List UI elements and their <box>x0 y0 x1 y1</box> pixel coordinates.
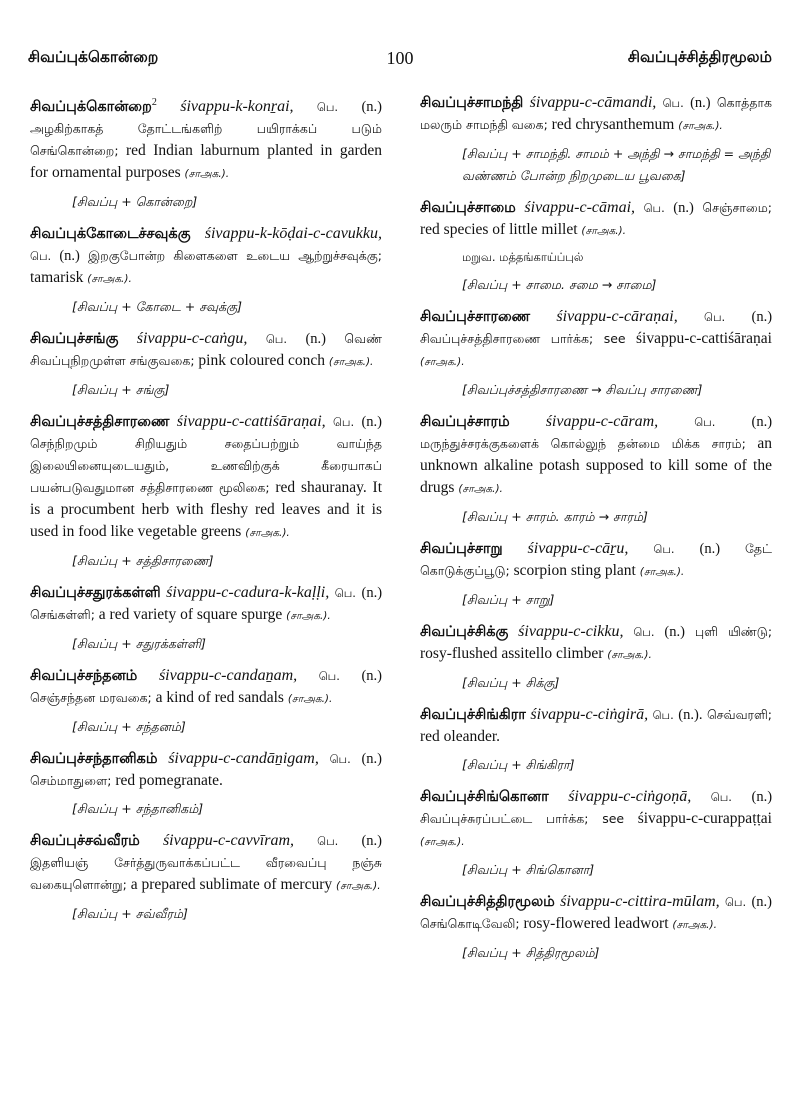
tamil-definition: செந்நிறமும் சிறியதும் சதைப்பற்றும் வாய்ந்த இலையினையுடையதும், உணவிற்குக் கீரையாகப் பயன்படுவதுமான சத்திசாரணை மூலிகை; <box>30 436 382 496</box>
part-of-speech-english: (n.) <box>305 331 326 348</box>
tamil-definition: சிவப்புச்சத்திசாரணை பார்க்க; see <box>420 331 626 346</box>
etymology: [சிவப்புச்சத்திசாரணை → சிவப்பு சாரணை] <box>462 382 703 397</box>
tamil-definition: இறகுபோன்ற கிளைகளை உடைய ஆற்றுச்சவுக்கு; <box>88 248 383 264</box>
dictionary-entry <box>420 891 772 964</box>
entry-body <box>30 411 382 544</box>
english-definition: red oleander. <box>420 728 501 745</box>
right-column <box>420 92 772 974</box>
transliteration: śivappu-c-cattiśāraṇai, <box>176 413 326 431</box>
dictionary-entry <box>420 538 772 611</box>
english-definition: pink coloured conch <box>198 352 325 370</box>
part-of-speech-english: (n.) <box>59 248 80 265</box>
part-of-speech: பெ. <box>329 752 351 767</box>
dictionary-entry <box>420 92 772 187</box>
etymology: [சிவப்பு + சாரம். காரம் → சாரம்] <box>462 509 648 524</box>
page-number: 100 <box>386 48 414 68</box>
part-of-speech-english: (n.) <box>699 541 721 557</box>
part-of-speech: பெ. <box>334 586 356 601</box>
etymology: [சிவப்பு + கொன்றை] <box>72 194 198 210</box>
entry-body <box>30 665 382 710</box>
tamil-definition: செஞ்சாமை; <box>702 200 773 215</box>
source-abbreviation: (சாஅக.). <box>420 836 465 848</box>
dictionary-entry <box>30 830 382 925</box>
tamil-definition: செங்கொடிவேலி; <box>420 916 520 931</box>
tamil-definition: செம்மாதுளை; <box>30 773 112 789</box>
etymology: [சிவப்பு + சிங்கொனா] <box>462 862 595 877</box>
dictionary-entry <box>30 328 382 401</box>
tamil-definition: புளி யிண்டு; <box>694 624 773 639</box>
headword: சிவப்புச்சாறு <box>420 541 503 557</box>
left-column <box>30 92 382 935</box>
english-definition: red chrysanthemum <box>551 116 675 133</box>
transliteration: śivappu-c-cāram, <box>545 413 659 430</box>
part-of-speech: பெ. <box>633 625 655 639</box>
entry-body <box>30 830 382 897</box>
english-definition: red shauranay. It is a procumbent herb with fleshy red leaves and it is used in food like vegetable greens <box>30 479 383 541</box>
english-definition: an unknown alkaline potash supposed to kill some of the drugs <box>420 435 773 496</box>
english-definition: śivappu-c-cattiśāraṇai <box>636 330 772 347</box>
transliteration: śivappu-k-konṟai, <box>180 98 294 116</box>
part-of-speech: பெ. <box>316 100 339 115</box>
entry-body <box>30 223 382 290</box>
transliteration: śivappu-k-kōḍai-c-cavukku, <box>204 225 382 243</box>
headword: சிவப்புக்கோடைச்சவுக்கு <box>30 226 191 243</box>
entry-body <box>420 621 772 666</box>
transliteration: śivappu-c-ciṅgoṇā, <box>568 788 692 805</box>
transliteration: śivappu-c-ciṅgirā, <box>530 706 649 723</box>
english-definition: scorpion sting plant <box>513 562 636 579</box>
etymology: [சிவப்பு + சத்திசாரணை] <box>72 553 214 569</box>
english-definition: rosy-flushed assitello climber <box>420 645 604 662</box>
transliteration: śivappu-c-cāraṇai, <box>556 308 678 325</box>
transliteration: śivappu-c-cadura-k-kaḷḷi, <box>166 584 330 602</box>
entry-body <box>420 538 772 583</box>
dictionary-entry <box>420 197 772 296</box>
headword: சிவப்புச்சிங்கொனா <box>420 789 549 805</box>
tamil-definition: செவ்வரளி; <box>706 707 773 722</box>
source-abbreviation: (சாஅக.). <box>87 273 132 286</box>
part-of-speech-english: (n.) <box>751 414 773 430</box>
transliteration: śivappu-c-cāmai, <box>524 199 636 216</box>
part-of-speech: பெ. <box>643 201 665 215</box>
part-of-speech: பெ. <box>710 790 732 804</box>
part-of-speech-english: (n.) <box>751 789 773 805</box>
english-definition: a kind of red sandals <box>155 689 284 707</box>
part-of-speech-english: (n.) <box>751 894 773 910</box>
part-of-speech: பெ. <box>265 332 288 347</box>
entry-body <box>30 328 382 373</box>
entry-body <box>30 92 382 185</box>
headword: சிவப்புச்சாரம் <box>420 414 510 430</box>
source-abbreviation: (சாஅக.). <box>184 168 230 181</box>
entry-body <box>420 411 772 500</box>
etymology: [சிவப்பு + சிக்கு] <box>462 675 560 690</box>
part-of-speech-english: (n.) <box>361 833 382 850</box>
headword: சிவப்புச்சத்திசாரணை <box>30 414 170 431</box>
entry-body <box>420 92 772 137</box>
transliteration: śivappu-c-cikku, <box>518 623 624 640</box>
part-of-speech-english: (n.) <box>664 624 685 640</box>
tamil-definition: அழகிற்காகத் தோட்டங்களிற் பயிராக்கப் படும் செங்கொன்றை; <box>30 121 382 159</box>
english-definition: rosy-flowered leadwort <box>523 915 669 932</box>
dictionary-entry <box>420 306 772 401</box>
english-definition: a red variety of square spurge <box>98 606 283 624</box>
headword: சிவப்புச்சித்திரமூலம் <box>420 894 555 910</box>
entry-body <box>420 786 772 853</box>
part-of-speech: பெ. <box>318 669 340 684</box>
entry-body <box>420 197 772 242</box>
headword: சிவப்புச்சவ்வீரம் <box>30 833 140 850</box>
part-of-speech: பெ. <box>30 249 52 264</box>
part-of-speech-english: (n.) <box>361 751 382 768</box>
tamil-definition: செஞ்சந்தன மரவகை; <box>30 690 152 706</box>
source-abbreviation: (சாஅக.). <box>287 693 333 706</box>
part-of-speech-english: (n.) <box>690 95 711 111</box>
part-of-speech: பெ. <box>653 542 675 556</box>
headword: சிவப்புச்சாமந்தி <box>420 95 524 111</box>
etymology: [சிவப்பு + சந்தனம்] <box>72 719 186 735</box>
part-of-speech: பெ. <box>704 310 726 324</box>
transliteration: śivappu-c-cāṟu, <box>527 540 629 557</box>
headword: சிவப்புச்சங்கு <box>30 331 119 348</box>
source-abbreviation: (சாஅக.). <box>245 527 290 540</box>
dictionary-entry <box>30 411 382 572</box>
dictionary-entry <box>420 411 772 528</box>
tamil-definition: வெண் சிவப்புநிறமுள்ள சங்குவகை; <box>30 331 383 369</box>
headword: சிவப்புச்சந்தனம் <box>30 668 138 685</box>
part-of-speech: பெ. <box>662 96 684 110</box>
source-abbreviation: (சாஅக.). <box>458 483 503 495</box>
source-abbreviation: (சாஅக.). <box>336 880 381 893</box>
source-abbreviation: (சாஅக.). <box>678 120 723 132</box>
dictionary-entry <box>420 621 772 694</box>
etymology: [சிவப்பு + சந்தானிகம்] <box>72 801 204 817</box>
part-of-speech: பெ. <box>724 895 747 909</box>
dictionary-entry <box>420 786 772 881</box>
part-of-speech-english: (n.) <box>361 668 382 685</box>
source-abbreviation: (சாஅக.). <box>286 610 331 623</box>
tamil-definition: கொத்தாக மலரும் சாமந்தி வகை; <box>420 95 772 132</box>
transliteration: śivappu-c-cavvīram, <box>162 832 294 850</box>
english-definition: red Indian laburnum planted in garden for ornamental purposes <box>30 142 382 182</box>
english-definition: a prepared sublimate of mercury <box>130 876 333 894</box>
dictionary-entry <box>420 704 772 776</box>
dictionary-entry <box>30 92 382 213</box>
dictionary-entry <box>30 665 382 738</box>
part-of-speech-english: (n.) <box>361 414 382 431</box>
source-abbreviation: (சாஅக.). <box>672 919 717 931</box>
dictionary-entry <box>30 223 382 318</box>
transliteration: śivappu-c-cāmandi, <box>529 94 657 111</box>
tamil-definition: தேட் கொடுக்குப்பூடு; <box>420 541 772 578</box>
page-header <box>28 48 772 78</box>
etymology: [சிவப்பு + சிங்கிரா] <box>462 757 575 772</box>
entry-body <box>420 306 772 373</box>
transliteration: śivappu-c-candāṉigam, <box>168 750 319 768</box>
english-definition: tamarisk <box>30 269 84 287</box>
etymology: [சிவப்பு + சாமை. சமை → சாமை] <box>462 277 657 292</box>
transliteration: śivappu-c-candaṉam, <box>158 667 298 685</box>
entry-body <box>30 748 382 792</box>
english-definition: red pomegranate. <box>115 772 223 790</box>
etymology: [சிவப்பு + சித்திரமூலம்] <box>462 945 600 960</box>
source-abbreviation: (சாஅக.). <box>581 225 626 237</box>
etymology: [சிவப்பு + கோடை + சவுக்கு] <box>72 299 243 315</box>
homograph-number: 2 <box>151 97 157 108</box>
tamil-definition: இதளியஞ் சேர்த்துருவாக்கப்பட்ட வீரவைப்பு நஞ்சு வகையுளொன்று; <box>30 855 382 893</box>
tamil-definition: சிவப்புச்சுரப்பட்டை பார்க்க; see <box>420 811 625 826</box>
part-of-speech-english: (n.) <box>361 99 382 116</box>
english-definition: red species of little millet <box>420 221 578 238</box>
transliteration: śivappu-c-cittira-mūlam, <box>560 893 720 910</box>
running-head-right: சிவப்புச்சித்திரமூலம் <box>627 48 772 66</box>
dictionary-entry <box>30 748 382 820</box>
part-of-speech-english: (n.) <box>673 200 694 216</box>
source-abbreviation: (சாஅக.). <box>420 356 465 368</box>
dictionary-entry <box>30 582 382 655</box>
etymology: [சிவப்பு + சாமந்தி. சாமம் + அந்தி → சாமந்தி = அந்தி வண்ணம் போன்ற நிறமுடைய பூவகை] <box>462 146 771 183</box>
etymology: [சிவப்பு + சாறு] <box>462 592 555 607</box>
part-of-speech: பெ. <box>652 708 674 722</box>
source-abbreviation: (சாஅக.). <box>607 649 652 661</box>
etymology: [சிவப்பு + சதுரக்கள்ளி] <box>72 636 206 652</box>
entry-body <box>420 891 772 936</box>
entry-body <box>420 704 772 748</box>
source-abbreviation: (சாஅக.). <box>328 356 374 369</box>
part-of-speech-english: (n.) <box>361 585 383 602</box>
transliteration: śivappu-c-caṅgu, <box>136 330 248 348</box>
english-definition: śivappu-c-curappaṭṭai <box>637 810 772 827</box>
part-of-speech: பெ. <box>317 834 339 849</box>
running-head-left: சிவப்புக்கொன்றை <box>28 48 159 66</box>
headword: சிவப்புச்சிக்கு <box>420 624 509 640</box>
etymology: [சிவப்பு + சவ்வீரம்] <box>72 906 188 922</box>
headword: சிவப்புச்சாமை <box>420 200 516 216</box>
headword: சிவப்புச்சதுரக்கள்ளி <box>30 585 161 602</box>
part-of-speech-english: (n.) <box>751 309 773 325</box>
synonym-note: மறுவ. மத்தங்காய்ப்புல் <box>462 250 584 264</box>
source-abbreviation: (சாஅக.). <box>639 566 685 578</box>
headword: சிவப்புச்சிங்கிரா <box>420 707 526 723</box>
part-of-speech-english: (n.). <box>678 707 703 723</box>
etymology: [சிவப்பு + சங்கு] <box>72 382 170 398</box>
headword: சிவப்புச்சந்தானிகம் <box>30 751 158 768</box>
headword: சிவப்புக்கொன்றை <box>30 99 152 116</box>
part-of-speech: பெ. <box>694 415 716 429</box>
tamil-definition: செங்கள்ளி; <box>30 607 95 623</box>
part-of-speech: பெ. <box>332 415 355 430</box>
headword: சிவப்புச்சாரணை <box>420 309 531 325</box>
entry-body <box>30 582 382 627</box>
tamil-definition: மருந்துச்சரக்குகளைக் கொல்லுந் தன்மை மிக்க சாரம்; <box>420 436 746 451</box>
